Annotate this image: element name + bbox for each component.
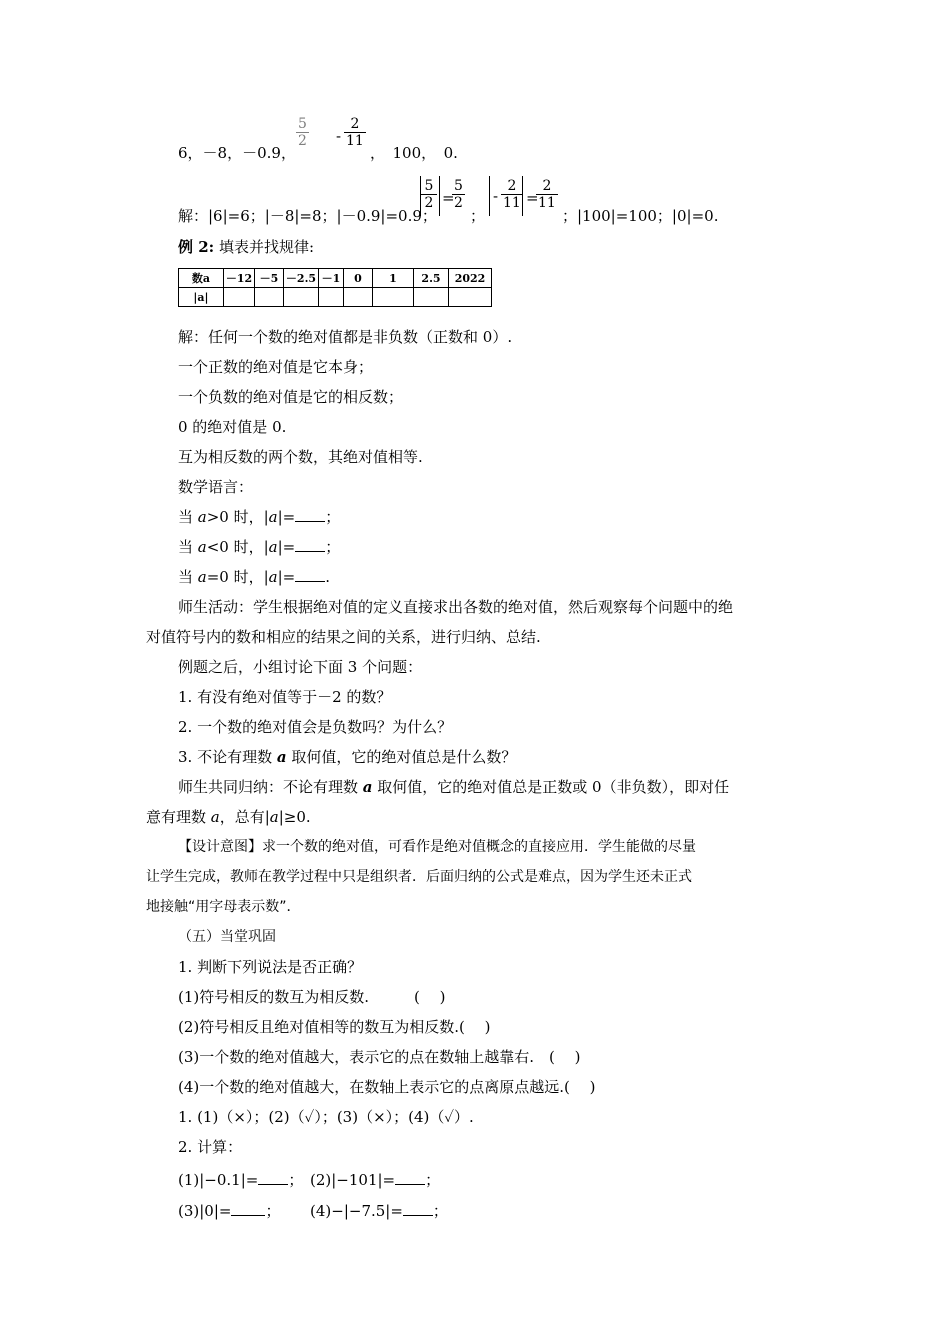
table-row <box>179 288 492 307</box>
math-rule-zero: 当 a=0 时，|a|= . <box>178 568 331 586</box>
example2-label: 例 2: <box>178 238 215 256</box>
exercise-1-answers: 1. (1)（×）；(2)（✓）；(3)（×）；(4)（✓）. <box>178 1108 474 1126</box>
exercise-1-item-1: (1)符号相反的数互为相反数. ( ) <box>178 988 446 1006</box>
design-intent-line2: 让学生完成，教师在教学过程中只是组织者．后面归纳的公式是难点，因为学生还未正式 <box>146 869 692 885</box>
table-cell: －1 <box>319 269 344 288</box>
question-1: 1. 有没有绝对值等于－2 的数？ <box>178 688 392 706</box>
activity-paragraph-line2: 对值符号内的数和相应的结果之间的关系，进行归纳、总结. <box>146 628 541 646</box>
absolute-value-table <box>178 268 492 307</box>
text-line: 例题之后，小组讨论下面 3 个问题： <box>178 658 423 676</box>
table-cell: －12 <box>224 269 255 288</box>
activity-paragraph-line1: 师生活动：学生根据绝对值的定义直接求出各数的绝对值，然后观察每个问题中的绝 <box>178 598 734 616</box>
table-cell: 2.5 <box>414 269 449 288</box>
negative-sign: - <box>336 127 342 145</box>
example2-heading <box>178 237 314 257</box>
fraction-result-5-over-2: 5 2 <box>454 178 463 211</box>
table-cell: －5 <box>255 269 284 288</box>
table-row <box>179 269 492 288</box>
answer-blank[interactable] <box>295 537 325 552</box>
table-head-a: 数a <box>179 269 224 288</box>
text-line: 互为相反数的两个数，其绝对值相等. <box>178 448 423 466</box>
math-rule-positive: 当 a>0 时，|a|= ； <box>178 508 341 526</box>
summary-line2: 意有理数 a，总有|a|≥0. <box>146 808 311 826</box>
example2-text: 填表并找规律: <box>218 238 315 256</box>
question-3: 3. 不论有理数 a 取何值，它的绝对值总是什么数？ <box>178 748 517 766</box>
summary-line1: 师生共同归纳：不论有理数 a 取何值，它的绝对值总是正数或 0（非负数），即对任 <box>178 778 730 796</box>
exercise-1-item-3: (3)一个数的绝对值越大，表示它的点在数轴上越靠右. ( ) <box>178 1048 581 1066</box>
answer-blank[interactable] <box>403 1201 433 1216</box>
fraction-result-2-over-11: 2 11 <box>538 178 556 211</box>
exercise-1-item-2: (2)符号相反且绝对值相等的数互为相反数.( ) <box>178 1018 491 1036</box>
math-rule-negative: 当 a<0 时，|a|= ； <box>178 538 341 556</box>
text-line: 一个正数的绝对值是它本身； <box>178 358 374 376</box>
table-head-abs-a: |a| <box>179 288 224 307</box>
text-line: 数学语言： <box>178 478 254 496</box>
exercise-2: 2. 计算： <box>178 1138 243 1156</box>
fraction-5-over-2: 5 2 <box>298 116 307 149</box>
example1-solution-prefix: 解：|6|=6；|－8|=8；|－0.9|=0.9； <box>178 207 437 225</box>
answer-blank[interactable] <box>295 567 325 582</box>
table-cell: 2022 <box>449 269 492 288</box>
example1-solution-suffix: ；|100|=100；|0|=0. <box>562 207 719 225</box>
calc-item-4: (4)−|−7.5|= ； <box>310 1202 448 1220</box>
example1-numbers-rest: ， 100， 0. <box>370 144 458 162</box>
table-cell: －2.5 <box>284 269 319 288</box>
equals-sign: = <box>442 189 455 207</box>
fraction-abs-5-over-2: 5 2 <box>421 178 437 211</box>
fraction-2-over-11: 2 11 <box>346 116 364 149</box>
calc-item-1: (1)|−0.1|= ； <box>178 1171 304 1189</box>
question-2: 2. 一个数的绝对值会是负数吗？为什么？ <box>178 718 453 736</box>
separator: ； <box>470 207 486 225</box>
table-cell: 1 <box>373 269 414 288</box>
design-intent-line3: 地接触“用字母表示数”． <box>146 899 301 915</box>
text-line: 0 的绝对值是 0. <box>178 418 287 436</box>
answer-blank[interactable] <box>295 507 325 522</box>
answer-blank[interactable] <box>395 1170 425 1185</box>
section-heading: （五）当堂巩固 <box>178 929 276 945</box>
calc-item-3: (3)|0|= ； <box>178 1202 281 1220</box>
exercise-1: 1. 判断下列说法是否正确？ <box>178 958 363 976</box>
answer-blank[interactable] <box>258 1170 288 1185</box>
text-line: 解：任何一个数的绝对值都是非负数（正数和 0）. <box>178 328 513 346</box>
exercise-1-item-4: (4)一个数的绝对值越大，在数轴上表示它的点离原点越远.( ) <box>178 1078 596 1096</box>
example1-numbers: 6，－8，－0.9， <box>178 144 296 162</box>
equals-sign-2: = <box>526 189 539 207</box>
fraction-abs-2-over-11: 2 11 <box>503 178 521 211</box>
table-cell: 0 <box>344 269 373 288</box>
design-intent-line1: 【设计意图】求一个数的绝对值，可看作是绝对值概念的直接应用．学生能做的尽量 <box>178 839 696 855</box>
answer-blank[interactable] <box>231 1201 265 1216</box>
negative-sign-2: - <box>493 187 499 205</box>
text-line: 一个负数的绝对值是它的相反数； <box>178 388 404 406</box>
calc-item-2: (2)|−101|= ； <box>310 1171 441 1189</box>
